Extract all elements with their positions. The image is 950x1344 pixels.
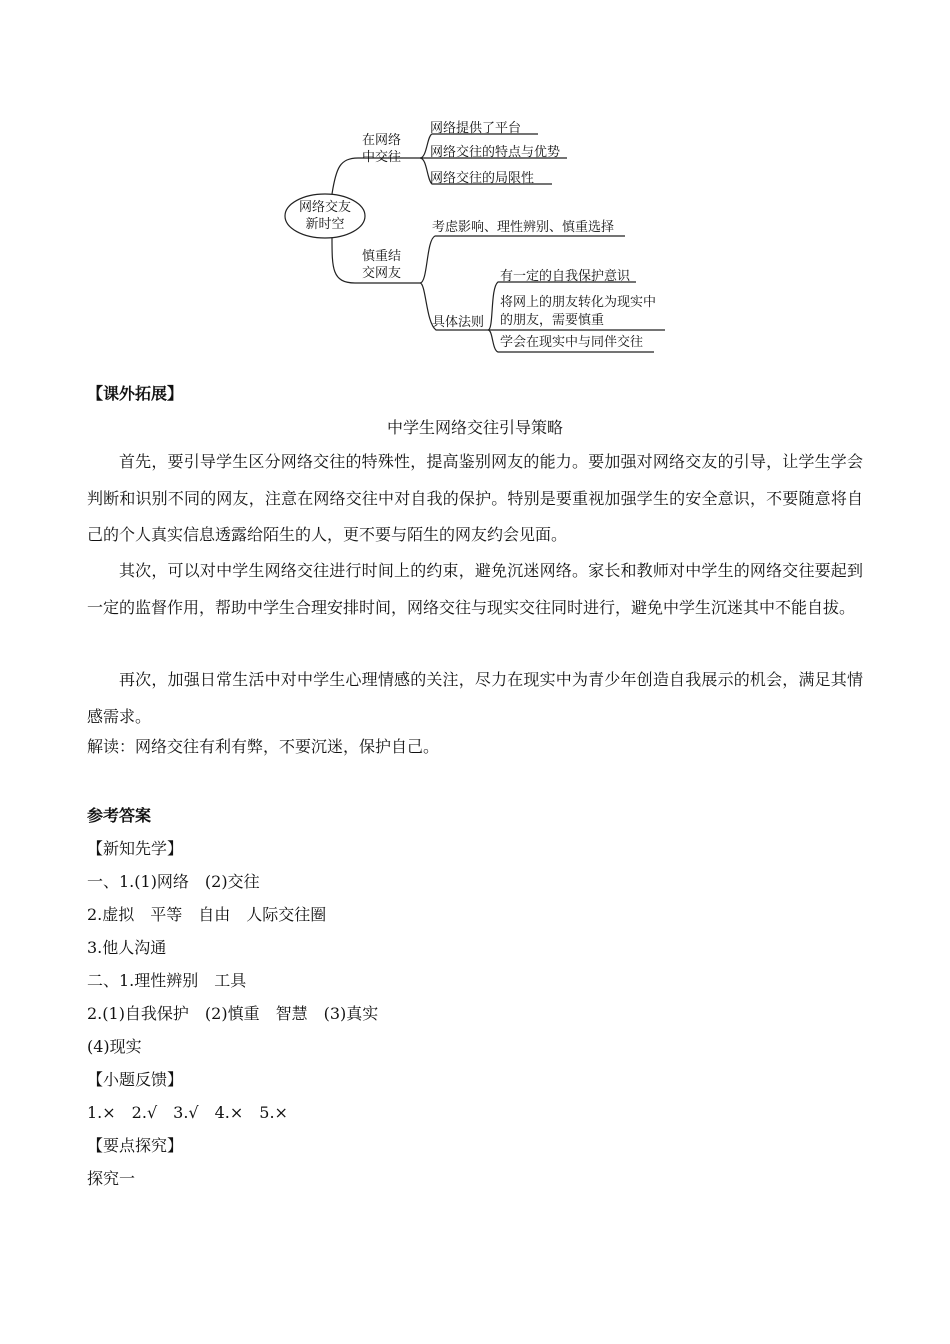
branch1-label	[362, 132, 401, 166]
answer-line-2: 一、1.(1)网络 (2)交往	[87, 872, 260, 891]
branch1-item-2: 网络交往的特点与优势	[430, 145, 561, 160]
branch1-label-line-1: 在网络	[362, 133, 402, 148]
mind-map	[280, 118, 680, 358]
paragraph-2: 其次，可以对中学生网络交往进行时间上的约束，避免沉迷网络。家长和教师对中学生的网络交往要起到一定的监督作用，帮助中学生合理安排时间，网络交往与现实交往同时进行，避免中学生沉迷其中不能自拔。	[87, 561, 863, 617]
branch2-sub-label: 具体法则	[432, 315, 485, 330]
answer-line-8: 【小题反馈】	[87, 1070, 184, 1089]
branch2-label-line-1: 慎重结	[362, 249, 402, 264]
branch2-label-line-2: 交网友	[362, 266, 402, 281]
answer-line-10: 【要点探究】	[87, 1136, 184, 1155]
answers-heading: 参考答案	[87, 806, 152, 825]
answer-line-11: 探究一	[87, 1169, 136, 1188]
paragraph-1: 首先，要引导学生区分网络交往的特殊性，提高鉴别网友的能力。要加强对网络交友的引导，让学生学会判断和识别不同的网友，注意在网络交往中对自我的保护。特别是要重视加强学生的安全意识，不要随意将自己的个人真实信息透露给陌生的人，更不要与陌生的网友约会见面。	[87, 452, 863, 544]
paragraph-3: 再次，加强日常生活中对中学生心理情感的关注，尽力在现实中为青少年创造自我展示的机会，满足其情感需求。	[87, 670, 863, 726]
center-line-1: 网络交友	[298, 200, 351, 215]
sub-item-3: 学会在现实中与同伴交往	[500, 335, 644, 350]
answer-line-3: 2.虚拟 平等 自由 人际交往圈	[87, 905, 327, 924]
sub-item-2-line-1: 将网上的朋友转化为现实中	[500, 295, 657, 310]
branch2-label	[362, 248, 401, 282]
branch1-item-3: 网络交往的局限性	[430, 171, 535, 186]
article-title: 中学生网络交往引导策略	[386, 418, 563, 437]
answer-line-9: 1.× 2.√ 3.√ 4.× 5.×	[87, 1103, 288, 1122]
branch1-item-1: 网络提供了平台	[430, 121, 522, 136]
answer-line-7: (4)现实	[87, 1037, 142, 1056]
answer-line-1: 【新知先学】	[87, 839, 184, 858]
branch2-item-1: 考虑影响、理性辨别、慎重选择	[432, 220, 615, 235]
interpretation-line: 解读：网络交往有利有弊，不要沉迷，保护自己。	[87, 737, 440, 756]
answer-line-4: 3.他人沟通	[87, 938, 167, 957]
center-line-2: 新时空	[305, 217, 345, 232]
sub-item-1: 有一定的自我保护意识	[500, 269, 631, 284]
answer-line-6: 2.(1)自我保护 (2)慎重 智慧 (3)真实	[87, 1004, 379, 1023]
mind-map-center-label	[284, 199, 366, 233]
answer-line-5: 二、1.理性辨别 工具	[87, 971, 247, 990]
sub-item-2-line-2: 的朋友，需要慎重	[500, 313, 605, 328]
branch1-label-line-2: 中交往	[362, 150, 402, 165]
extension-heading: 【课外拓展】	[87, 384, 184, 403]
